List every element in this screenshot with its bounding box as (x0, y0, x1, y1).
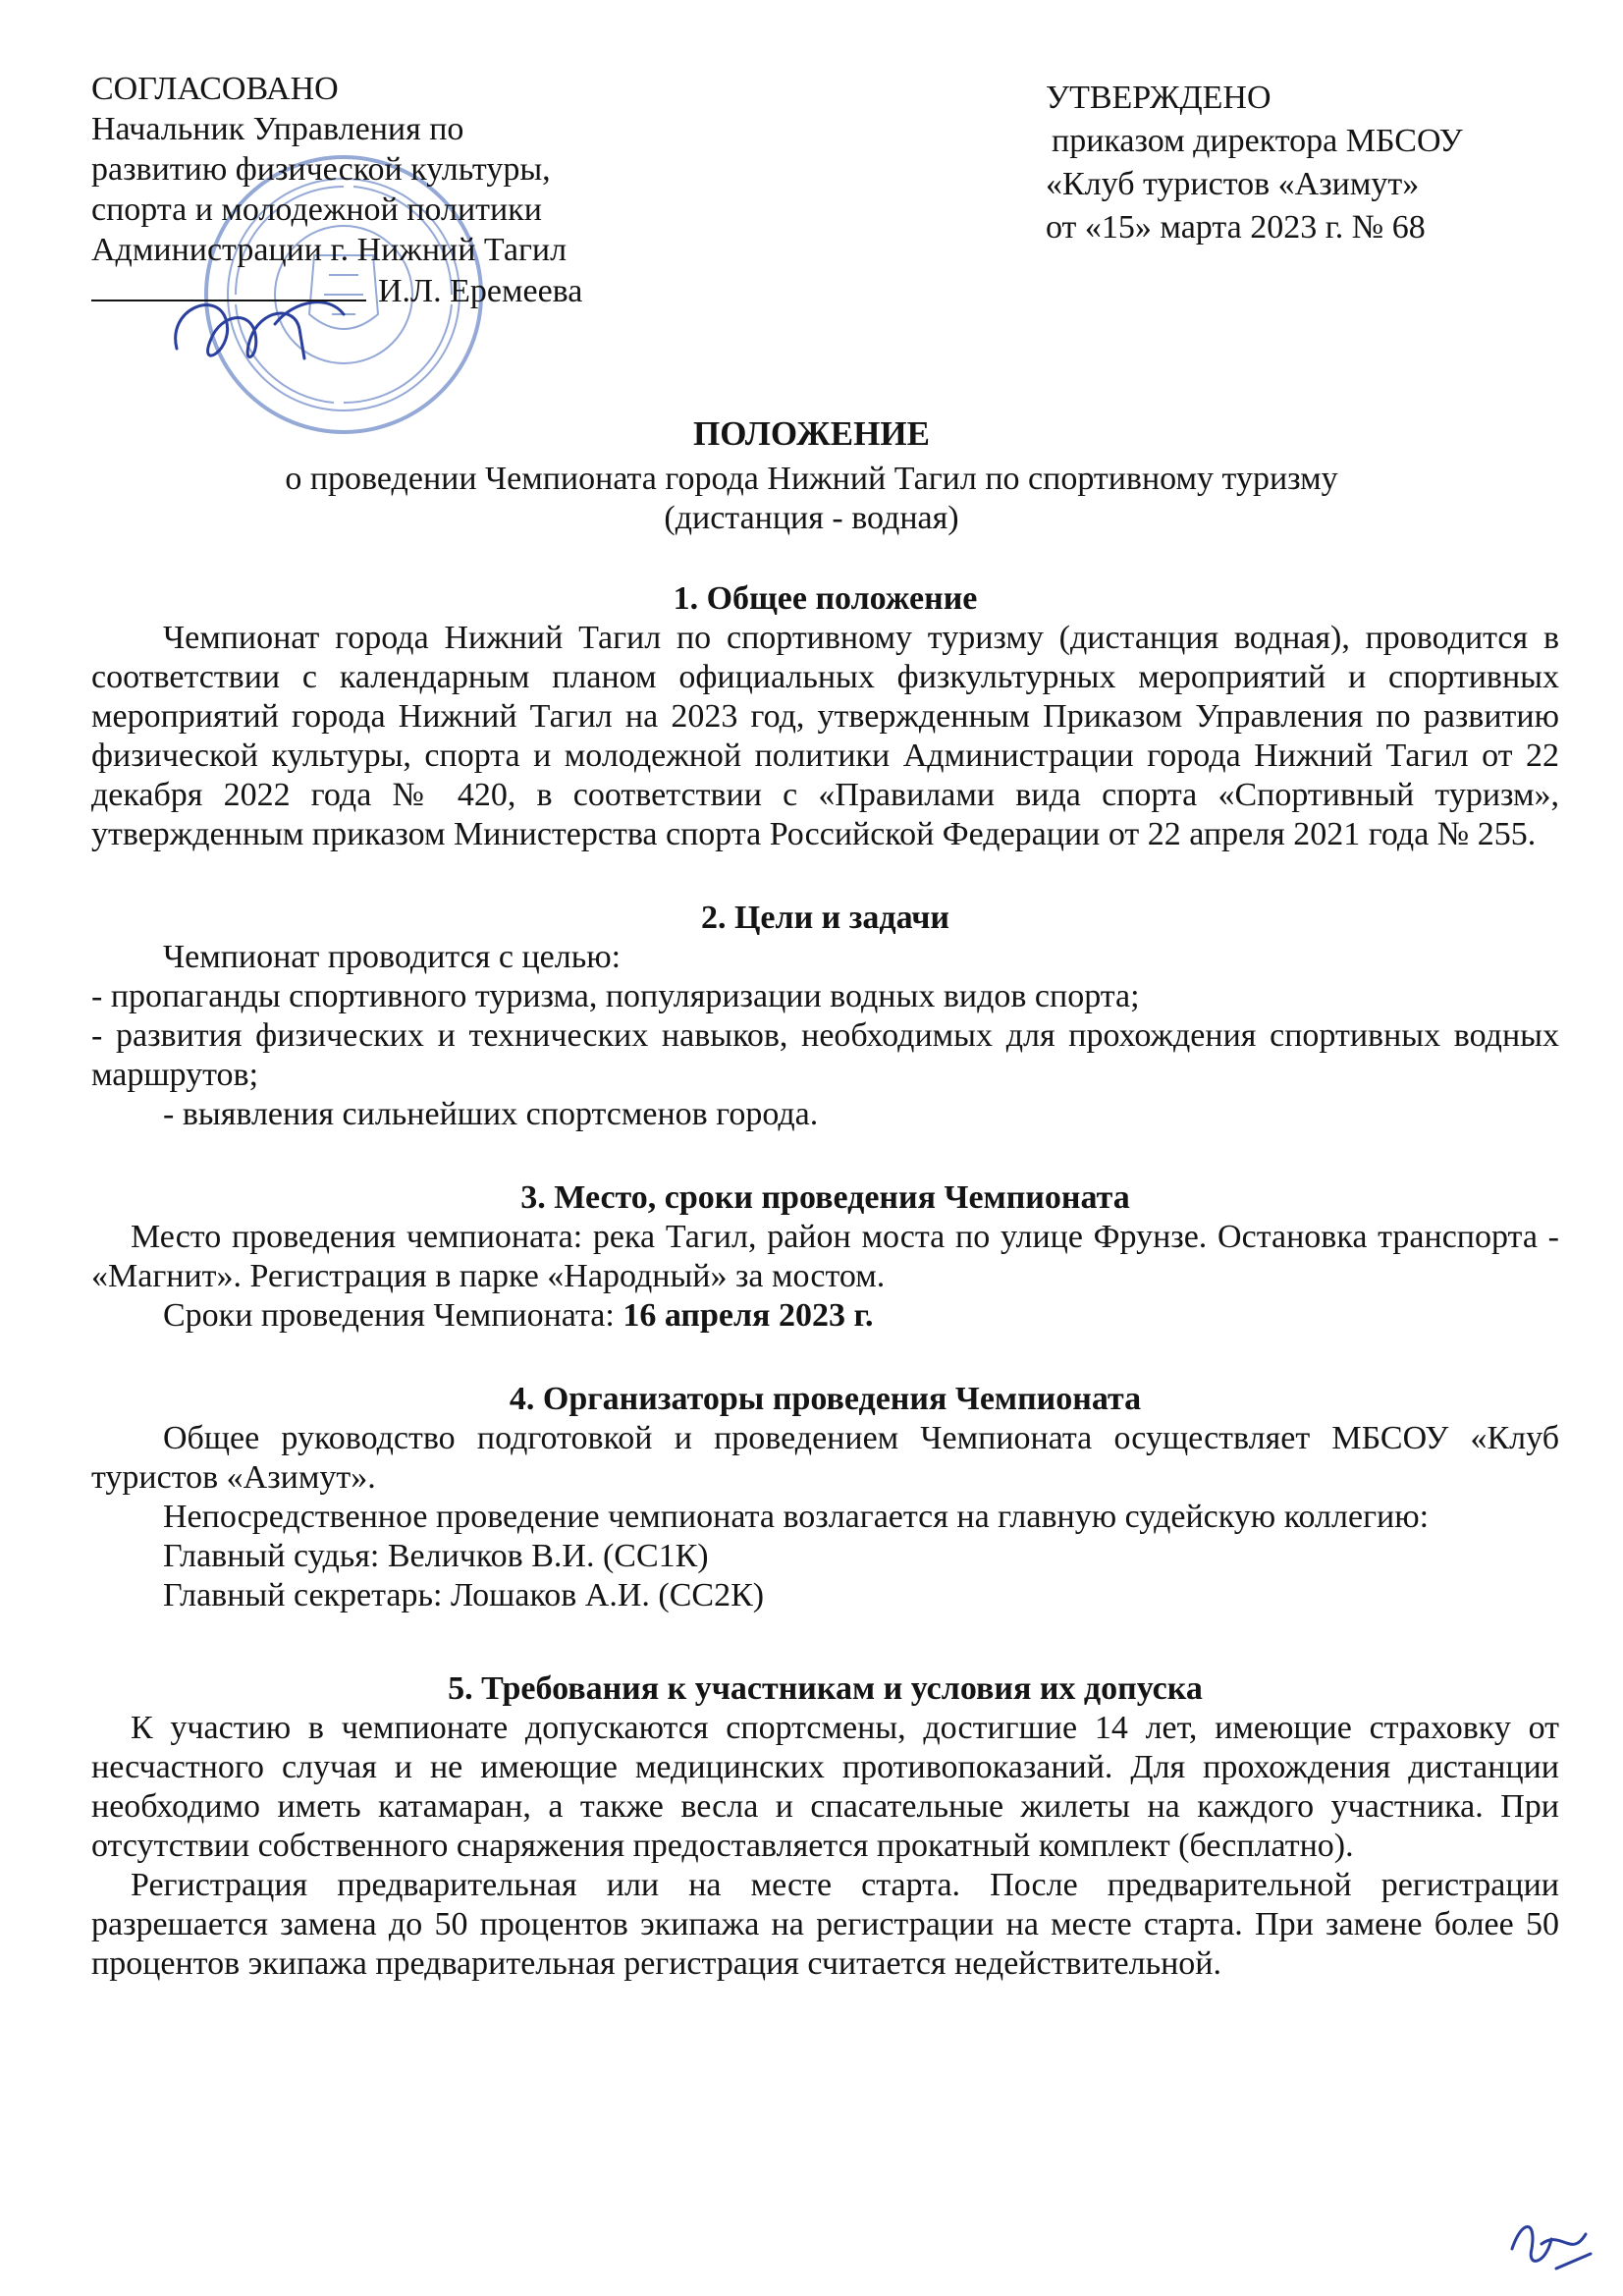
list-item: - пропаганды спортивного туризма, популяризации водных видов спорта; (91, 978, 1140, 1014)
handwritten-initials (1502, 2210, 1600, 2278)
paragraph: К участию в чемпионате допускаются спортсмены, достигшие 14 лет, имеющие страховку от несчастного случая и не имеющие медицинских противопоказаний. Для прохождения дистанции необходимо иметь катамаран, а также весла и спасательные жилеты на каждого участника. При отсутствии собственного снаряжения предоставляется прокатный комплект (бесплатно). (91, 1710, 1559, 1864)
paragraph: Место проведения чемпионата: река Тагил, район моста по улице Фрунзе. Остановка транспорта - «Магнит». Регистрация в парке «Народный» за мостом. (91, 1219, 1559, 1294)
section-participants (91, 1669, 1559, 1984)
document-title: ПОЛОЖЕНИЕ (693, 414, 930, 453)
section-heading: 2. Цели и задачи (700, 900, 950, 936)
agreed-block (91, 69, 680, 311)
section-place-dates (91, 1178, 1559, 1336)
document-body (91, 579, 1559, 2028)
agreed-signatory: И.Л. Еремеева (378, 273, 583, 309)
approved-line: от «15» марта 2023 г. № 68 (1046, 209, 1426, 246)
signature-row (91, 270, 680, 311)
agreed-line: Администрации г. Нижний Тагил (91, 232, 568, 268)
document-title-block (0, 412, 1623, 538)
document-subtitle-2: (дистанция - водная) (664, 500, 959, 536)
section-organizers (91, 1380, 1559, 1615)
agreed-line: спорта и молодежной политики (91, 191, 542, 228)
section-heading: 1. Общее положение (673, 580, 978, 617)
list-item: - выявления сильнейших спортсменов города. (163, 1096, 819, 1132)
paragraph: Чемпионат проводится с целью: (163, 939, 622, 975)
list-item: - развития физических и технических навыков, необходимых для прохождения спортивных водных маршрутов; (91, 1017, 1559, 1093)
dates-paragraph (91, 1296, 1559, 1336)
approved-title: УТВЕРЖДЕНО (1046, 80, 1271, 116)
section-goals (91, 899, 1559, 1134)
document-subtitle: о проведении Чемпионата города Нижний Тагил по спортивному туризму (285, 461, 1338, 497)
section-heading: 3. Место, сроки проведения Чемпионата (520, 1179, 1130, 1216)
dates-label: Сроки проведения Чемпионата: (163, 1297, 615, 1334)
agreed-title: СОГЛАСОВАНО (91, 71, 339, 107)
paragraph: Регистрация предварительная или на месте старта. После предварительной регистрации разрешается замена до 50 процентов экипажа на регистрации на месте старта. При замене более 50 процентов экипажа предварительная регистрация считается недействительной. (91, 1867, 1559, 1982)
paragraph: Общее руководство подготовкой и проведением Чемпионата осуществляет МБСОУ «Клуб туристов «Азимут». (91, 1420, 1559, 1496)
approved-block (1046, 77, 1596, 249)
section-heading: 5. Требования к участникам и условия их допуска (448, 1670, 1203, 1707)
approved-line: приказом директора МБСОУ (1052, 123, 1463, 159)
section-heading: 4. Организаторы проведения Чемпионата (509, 1381, 1142, 1417)
approved-line: «Клуб туристов «Азимут» (1046, 166, 1420, 202)
agreed-line: развитию физической культуры, (91, 151, 551, 188)
paragraph: Чемпионат города Нижний Тагил по спортивному туризму (дистанция водная), проводится в соответствии с календарным планом официальных физкультурных мероприятий и спортивных мероприятий города Нижний Тагил на 2023 год, утвержденным Приказом Управления по развитию физической культуры, спорта и молодежной политики Администрации города Нижний Тагил от 22 декабря 2022 года № 420, в соответствии с «Правилами вида спорта «Спортивный туризм», утвержденным приказом Министерства спорта Российской Федерации от 22 апреля 2021 года № 255. (91, 620, 1559, 852)
secretary-line: Главный секретарь: Лошаков А.И. (СС2К) (163, 1577, 765, 1613)
judge-line: Главный судья: Величков В.И. (СС1К) (163, 1538, 709, 1574)
paragraph: Непосредственное проведение чемпионата возлагается на главную судейскую коллегию: (163, 1499, 1430, 1535)
section-general (91, 579, 1559, 854)
dates-value: 16 апреля 2023 г. (622, 1297, 874, 1334)
agreed-line: Начальник Управления по (91, 111, 464, 147)
signature-line (91, 270, 366, 301)
